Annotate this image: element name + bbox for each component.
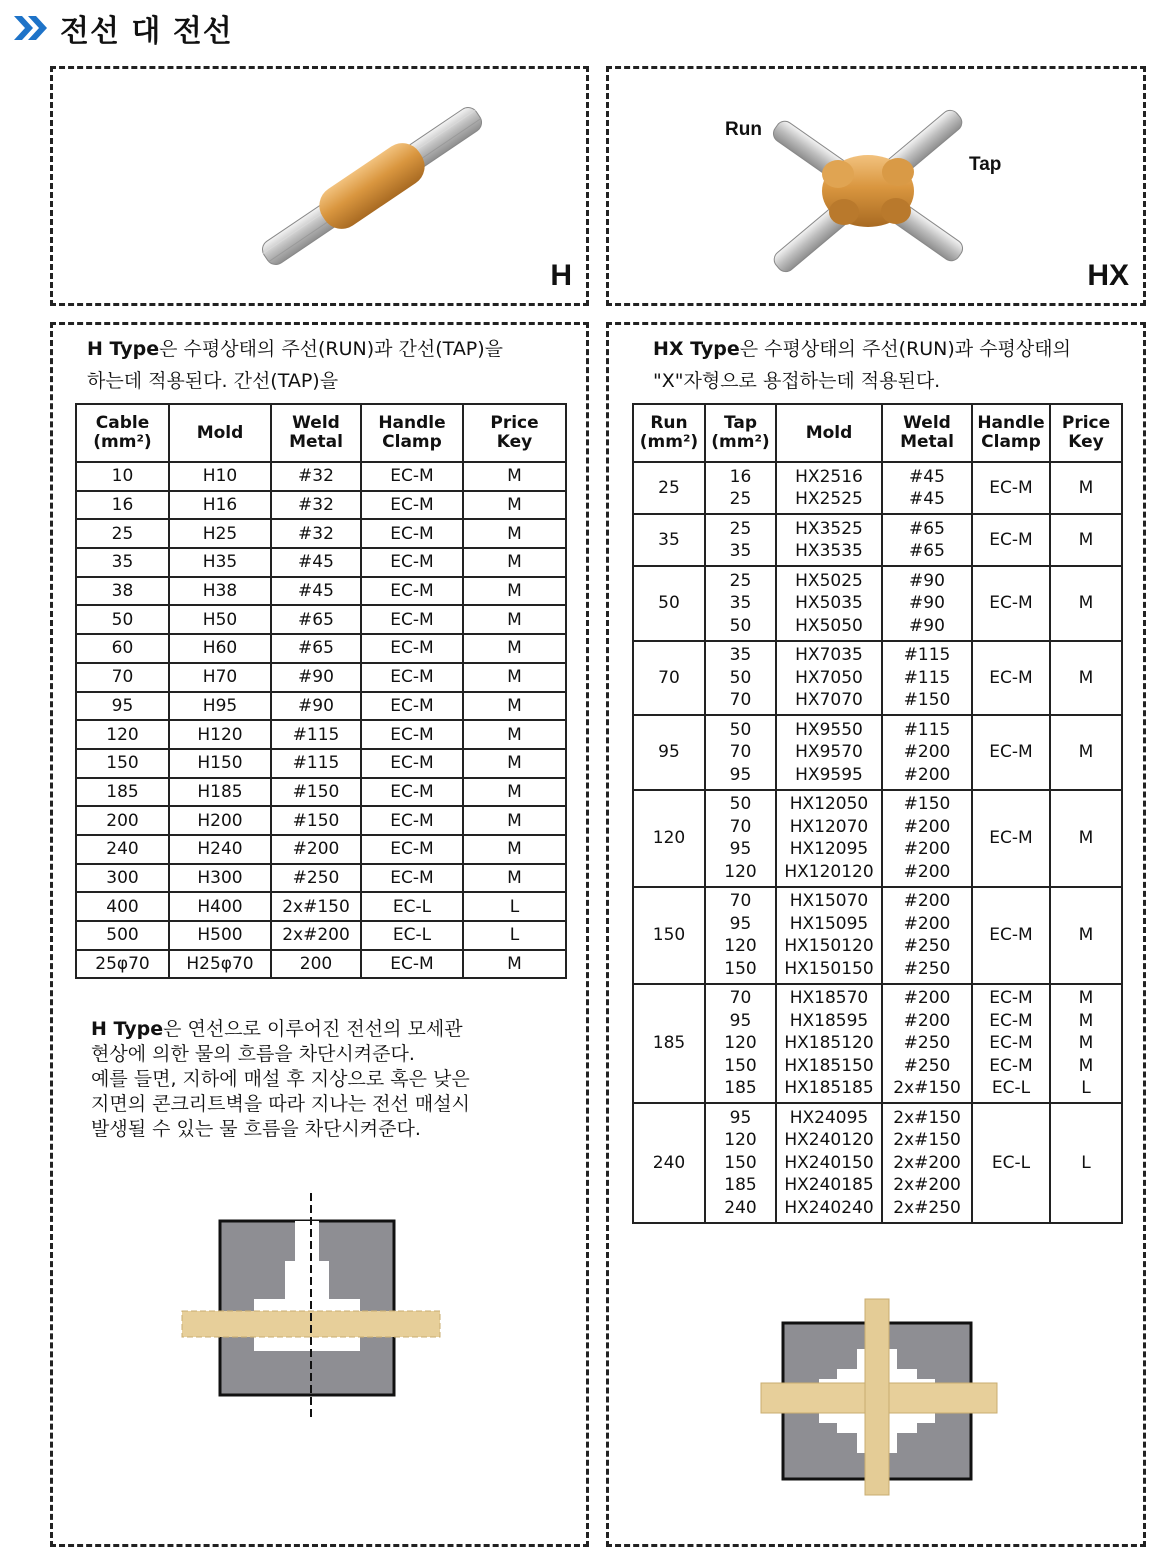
table-cell: H10: [169, 462, 271, 491]
table-cell-tap: 50 70 95: [705, 715, 776, 790]
table-row: [76, 577, 566, 606]
table-cell: H500: [169, 921, 271, 950]
table-cell: 16: [76, 491, 169, 520]
table-cell-price: M: [1050, 715, 1122, 790]
table-cell-tap: 95 120 150 185 240: [705, 1103, 776, 1223]
table-cell-clamp: EC-M: [972, 462, 1050, 514]
table-cell-price: M M M M L: [1050, 984, 1122, 1104]
table-cell: H185: [169, 778, 271, 807]
table-cell: 200: [271, 950, 361, 979]
table-row: [633, 641, 1122, 716]
table-row: [76, 749, 566, 778]
table-cell: H120: [169, 720, 271, 749]
h-description: H Type은 수평상태의 주선(RUN)과 간선(TAP)을 하는데 적용된다. 간선(TAP)을: [87, 338, 504, 392]
h-type-letter: H: [550, 259, 572, 292]
table-cell: 95: [76, 692, 169, 721]
table-cell-clamp: EC-M: [972, 641, 1050, 716]
table-cell-price: M: [1050, 790, 1122, 887]
h-connector-illustration: [50, 66, 589, 306]
tap-label: Tap: [969, 154, 1002, 175]
run-label: Run: [725, 119, 762, 140]
table-cell: H200: [169, 806, 271, 835]
table-row: [633, 1103, 1122, 1223]
table-cell-weld: #45 #45: [882, 462, 972, 514]
table-cell-tap: 70 95 120 150 185: [705, 984, 776, 1104]
table-cell-price: L: [1050, 1103, 1122, 1223]
table-cell-run: 150: [633, 887, 705, 984]
table-cell: 35: [76, 548, 169, 577]
table-header-cell: Mold: [776, 404, 882, 462]
table-cell-tap: 25 35 50: [705, 566, 776, 641]
table-cell: #90: [271, 663, 361, 692]
table-cell-weld: #200 #200 #250 #250 2x#150: [882, 984, 972, 1104]
table-cell: H25φ70: [169, 950, 271, 979]
table-cell: 2x#200: [271, 921, 361, 950]
table-cell-run: 120: [633, 790, 705, 887]
table-row: [76, 835, 566, 864]
table-cell-weld: #115 #200 #200: [882, 715, 972, 790]
table-cell-mold: HX24095 HX240120 HX240150 HX240185 HX240240: [776, 1103, 882, 1223]
table-cell: 38: [76, 577, 169, 606]
table-cell: EC-M: [361, 692, 463, 721]
table-cell: #45: [271, 577, 361, 606]
table-header-cell: Handle Clamp: [361, 404, 463, 462]
table-cell: 25: [76, 519, 169, 548]
table-cell: H70: [169, 663, 271, 692]
table-cell: #150: [271, 806, 361, 835]
table-cell-clamp: EC-M: [972, 790, 1050, 887]
table-cell: M: [463, 692, 566, 721]
table-cell: EC-M: [361, 519, 463, 548]
table-cell-price: M: [1050, 514, 1122, 566]
table-row: [76, 605, 566, 634]
table-row: [76, 663, 566, 692]
table-cell: EC-M: [361, 577, 463, 606]
table-cell: M: [463, 663, 566, 692]
table-row: [76, 692, 566, 721]
table-cell-price: M: [1050, 641, 1122, 716]
table-row: [76, 892, 566, 921]
hx-table-body: [633, 462, 1122, 1223]
table-row: [76, 806, 566, 835]
table-cell: EC-M: [361, 548, 463, 577]
table-header-cell: Handle Clamp: [972, 404, 1050, 462]
table-cell: M: [463, 835, 566, 864]
table-cell: H16: [169, 491, 271, 520]
table-cell-run: 95: [633, 715, 705, 790]
table-cell: L: [463, 921, 566, 950]
table-cell: #115: [271, 749, 361, 778]
table-cell: #45: [271, 548, 361, 577]
table-cell-tap: 50 70 95 120: [705, 790, 776, 887]
table-cell: H25: [169, 519, 271, 548]
table-cell: 50: [76, 605, 169, 634]
table-cell-weld: #115 #115 #150: [882, 641, 972, 716]
table-cell-weld: #65 #65: [882, 514, 972, 566]
table-cell: H50: [169, 605, 271, 634]
table-header-cell: Weld Metal: [882, 404, 972, 462]
table-cell-mold: HX12050 HX12070 HX12095 HX120120: [776, 790, 882, 887]
table-cell: 400: [76, 892, 169, 921]
table-header-cell: Run (mm²): [633, 404, 705, 462]
table-cell: EC-L: [361, 892, 463, 921]
table-cell: H150: [169, 749, 271, 778]
table-cell: M: [463, 720, 566, 749]
h-mold-cross-section: [180, 1191, 450, 1421]
table-cell: #32: [271, 519, 361, 548]
table-cell: 120: [76, 720, 169, 749]
table-row: [76, 921, 566, 950]
table-row: [76, 491, 566, 520]
table-cell-run: 25: [633, 462, 705, 514]
h-table-header-row: [76, 404, 566, 462]
table-row: [633, 514, 1122, 566]
table-cell: M: [463, 519, 566, 548]
hx-mold-cross-section: [759, 1297, 1009, 1497]
table-row: [633, 984, 1122, 1104]
table-cell: H60: [169, 634, 271, 663]
table-row: [76, 778, 566, 807]
table-cell: H400: [169, 892, 271, 921]
table-cell: #115: [271, 720, 361, 749]
table-cell-mold: HX2516 HX2525: [776, 462, 882, 514]
table-cell: 150: [76, 749, 169, 778]
table-cell: EC-M: [361, 806, 463, 835]
table-cell: M: [463, 950, 566, 979]
table-header-cell: Weld Metal: [271, 404, 361, 462]
hx-table-header-row: [633, 404, 1122, 462]
table-cell-mold: HX3525 HX3535: [776, 514, 882, 566]
table-cell-tap: 70 95 120 150: [705, 887, 776, 984]
table-cell: 240: [76, 835, 169, 864]
table-cell-run: 50: [633, 566, 705, 641]
table-cell: EC-M: [361, 778, 463, 807]
table-cell: M: [463, 634, 566, 663]
table-row: [76, 864, 566, 893]
table-cell: EC-M: [361, 720, 463, 749]
table-cell: L: [463, 892, 566, 921]
table-cell-clamp: EC-M: [972, 715, 1050, 790]
table-cell: #250: [271, 864, 361, 893]
table-row: [633, 790, 1122, 887]
table-cell-tap: 35 50 70: [705, 641, 776, 716]
hx-type-name: HX Type: [653, 338, 740, 360]
hx-image-box: [606, 66, 1146, 306]
table-cell: H300: [169, 864, 271, 893]
table-row: [76, 462, 566, 491]
hx-description: HX Type은 수평상태의 주선(RUN)과 수평상태의 "X"자형으로 용접하는데 적용된다.: [653, 338, 1071, 392]
h-table-body: [76, 462, 566, 978]
table-cell: #65: [271, 605, 361, 634]
table-cell-weld: #200 #200 #250 #250: [882, 887, 972, 984]
table-cell: M: [463, 749, 566, 778]
table-cell: EC-M: [361, 605, 463, 634]
table-row: [633, 715, 1122, 790]
table-row: [76, 634, 566, 663]
table-cell-clamp: EC-M EC-M EC-M EC-M EC-L: [972, 984, 1050, 1104]
table-cell: 70: [76, 663, 169, 692]
table-header-cell: Cable (mm²): [76, 404, 169, 462]
table-cell: 25φ70: [76, 950, 169, 979]
table-cell-clamp: EC-M: [972, 887, 1050, 984]
table-cell: M: [463, 605, 566, 634]
table-header-cell: Tap (mm²): [705, 404, 776, 462]
table-cell: EC-M: [361, 663, 463, 692]
table-cell-mold: HX15070 HX15095 HX150120 HX150150: [776, 887, 882, 984]
table-cell: EC-M: [361, 491, 463, 520]
table-cell-weld: #150 #200 #200 #200: [882, 790, 972, 887]
table-cell-tap: 25 35: [705, 514, 776, 566]
table-cell-mold: HX5025 HX5035 HX5050: [776, 566, 882, 641]
table-cell: EC-L: [361, 921, 463, 950]
table-cell: H240: [169, 835, 271, 864]
table-cell-tap: 16 25: [705, 462, 776, 514]
table-row: [633, 566, 1122, 641]
table-header-cell: Price Key: [463, 404, 566, 462]
table-cell: #32: [271, 491, 361, 520]
h-capillary-note: H Type은 연선으로 이루어진 전선의 모세관 현상에 의한 물의 흐름을 차단시켜준다. 예를 들면, 지하에 매설 후 지상으로 혹은 낮은 지면의 콘크리트벽을 따라 지나는 전선 매설시 발생될 수 있는 물 흐름을 차단시켜준다.: [91, 1018, 470, 1140]
table-cell-clamp: EC-L: [972, 1103, 1050, 1223]
table-cell: EC-M: [361, 749, 463, 778]
table-cell-price: M: [1050, 566, 1122, 641]
table-cell: M: [463, 864, 566, 893]
table-cell: 300: [76, 864, 169, 893]
table-cell-clamp: EC-M: [972, 566, 1050, 641]
table-cell: M: [463, 462, 566, 491]
table-cell: EC-M: [361, 634, 463, 663]
table-cell: 10: [76, 462, 169, 491]
table-cell-run: 185: [633, 984, 705, 1104]
table-cell: #32: [271, 462, 361, 491]
table-cell: EC-M: [361, 950, 463, 979]
table-cell-run: 70: [633, 641, 705, 716]
table-cell: 2x#150: [271, 892, 361, 921]
table-row: [76, 720, 566, 749]
h-note-type-name: H Type: [91, 1018, 164, 1040]
table-row: [633, 887, 1122, 984]
table-cell: #150: [271, 778, 361, 807]
h-type-name: H Type: [87, 338, 160, 360]
table-cell: 500: [76, 921, 169, 950]
table-row: [633, 462, 1122, 514]
table-cell: 60: [76, 634, 169, 663]
table-cell-price: M: [1050, 887, 1122, 984]
table-cell: M: [463, 778, 566, 807]
table-cell-weld: 2x#150 2x#150 2x#200 2x#200 2x#250: [882, 1103, 972, 1223]
table-row: [76, 950, 566, 979]
hx-type-letter: HX: [1087, 259, 1129, 292]
table-cell-run: 240: [633, 1103, 705, 1223]
table-cell-weld: #90 #90 #90: [882, 566, 972, 641]
h-spec-table: [75, 403, 567, 979]
table-cell-mold: HX18570 HX18595 HX185120 HX185150 HX185185: [776, 984, 882, 1104]
table-cell: EC-M: [361, 864, 463, 893]
double-chevron-right-icon: [14, 13, 52, 43]
table-cell: #65: [271, 634, 361, 663]
table-row: [76, 548, 566, 577]
table-row: [76, 519, 566, 548]
table-cell-run: 35: [633, 514, 705, 566]
table-cell: #200: [271, 835, 361, 864]
table-cell: EC-M: [361, 835, 463, 864]
table-header-cell: Price Key: [1050, 404, 1122, 462]
hx-spec-table: [632, 403, 1123, 1224]
page-header: [14, 6, 233, 50]
table-cell: M: [463, 491, 566, 520]
table-cell: H38: [169, 577, 271, 606]
h-image-box: [50, 66, 589, 306]
page-title: 전선 대 전선: [60, 14, 233, 49]
table-header-cell: Mold: [169, 404, 271, 462]
table-cell: M: [463, 806, 566, 835]
table-cell: EC-M: [361, 462, 463, 491]
table-cell: H95: [169, 692, 271, 721]
table-cell: 185: [76, 778, 169, 807]
table-cell-mold: HX9550 HX9570 HX9595: [776, 715, 882, 790]
table-cell: 200: [76, 806, 169, 835]
table-cell-price: M: [1050, 462, 1122, 514]
table-cell: M: [463, 577, 566, 606]
table-cell-clamp: EC-M: [972, 514, 1050, 566]
table-cell: #90: [271, 692, 361, 721]
table-cell: H35: [169, 548, 271, 577]
table-cell-mold: HX7035 HX7050 HX7070: [776, 641, 882, 716]
hx-connector-illustration: [606, 66, 1146, 306]
table-cell: M: [463, 548, 566, 577]
